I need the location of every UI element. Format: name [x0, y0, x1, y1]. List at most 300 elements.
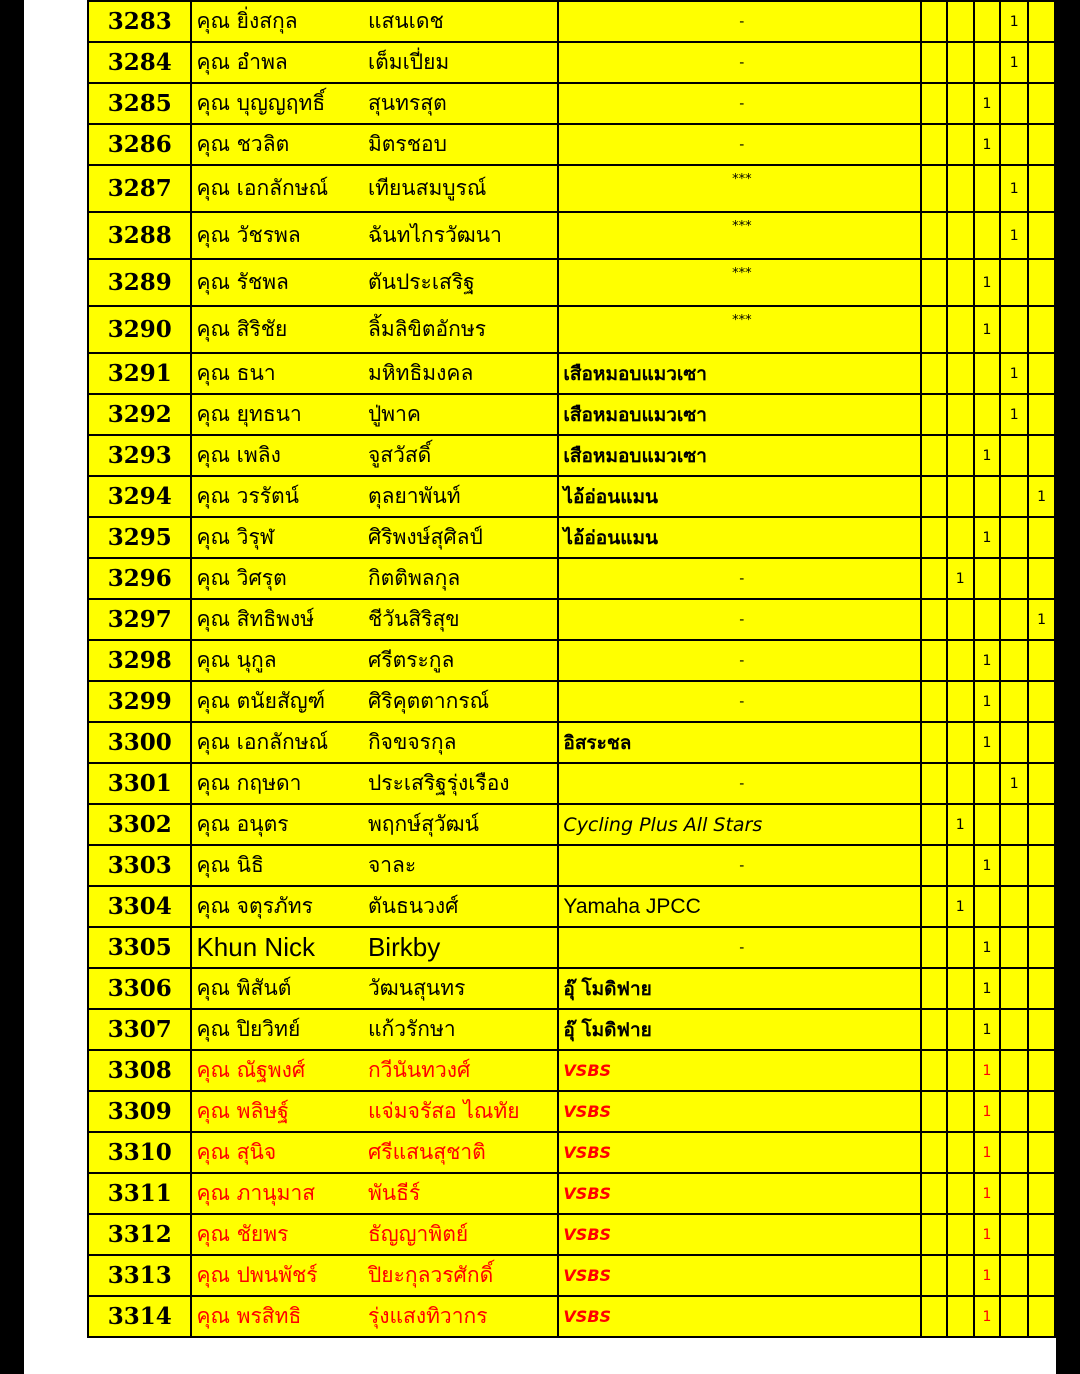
row-number: 3291	[88, 353, 191, 394]
category-mark-4	[1000, 517, 1028, 558]
first-name: คุณ เอกลักษณ์	[191, 165, 363, 212]
row-number: 3292	[88, 394, 191, 435]
last-name: แก้วรักษา	[364, 1009, 558, 1050]
category-mark-4	[1000, 804, 1028, 845]
category-mark-4	[1000, 1132, 1028, 1173]
team-name: ***	[558, 259, 921, 306]
category-mark-3: 1	[974, 1255, 1001, 1296]
category-mark-4	[1000, 968, 1028, 1009]
table-row	[88, 476, 1055, 517]
category-mark-2	[947, 212, 974, 259]
team-name: ไอ้อ่อนแมน	[558, 476, 921, 517]
category-mark-1	[921, 558, 947, 599]
category-mark-5	[1028, 1296, 1055, 1337]
category-mark-1	[921, 435, 947, 476]
team-name: เสือหมอบแมวเซา	[558, 435, 921, 476]
category-mark-2	[947, 1, 974, 42]
table-row	[88, 1173, 1055, 1214]
last-name: แสนเดช	[364, 1, 558, 42]
category-mark-1	[921, 763, 947, 804]
last-name: สุนทรสุต	[364, 83, 558, 124]
category-mark-1	[921, 306, 947, 353]
category-mark-5	[1028, 640, 1055, 681]
category-mark-1	[921, 886, 947, 927]
category-mark-2	[947, 165, 974, 212]
category-mark-4: 1	[1000, 212, 1028, 259]
category-mark-2	[947, 259, 974, 306]
table-row	[88, 1091, 1055, 1132]
team-name: Cycling Plus All Stars	[558, 804, 921, 845]
category-mark-3: 1	[974, 1050, 1001, 1091]
table-row	[88, 599, 1055, 640]
category-mark-5	[1028, 124, 1055, 165]
category-mark-4	[1000, 1050, 1028, 1091]
category-mark-5	[1028, 1214, 1055, 1255]
category-mark-3: 1	[974, 517, 1001, 558]
category-mark-4	[1000, 681, 1028, 722]
row-number: 3296	[88, 558, 191, 599]
table-row	[88, 640, 1055, 681]
table-row	[88, 1132, 1055, 1173]
category-mark-1	[921, 353, 947, 394]
last-name: ศิริคุตตากรณ์	[364, 681, 558, 722]
category-mark-2	[947, 968, 974, 1009]
team-name: VSBS	[558, 1091, 921, 1132]
table-row	[88, 306, 1055, 353]
row-number: 3287	[88, 165, 191, 212]
last-name: ศรีแสนสุชาติ	[364, 1132, 558, 1173]
team-name: ***	[558, 212, 921, 259]
category-mark-3: 1	[974, 1214, 1001, 1255]
table-row	[88, 722, 1055, 763]
last-name: ลิ้มลิขิตอักษร	[364, 306, 558, 353]
category-mark-2	[947, 1091, 974, 1132]
category-mark-3: 1	[974, 124, 1001, 165]
table-row	[88, 1050, 1055, 1091]
first-name: คุณ วัชรพล	[191, 212, 363, 259]
category-mark-5	[1028, 42, 1055, 83]
category-mark-3: 1	[974, 1173, 1001, 1214]
row-number: 3304	[88, 886, 191, 927]
category-mark-5: 1	[1028, 476, 1055, 517]
category-mark-3: 1	[974, 435, 1001, 476]
row-number: 3297	[88, 599, 191, 640]
team-name: เสือหมอบแมวเซา	[558, 394, 921, 435]
category-mark-5	[1028, 165, 1055, 212]
row-number: 3312	[88, 1214, 191, 1255]
category-mark-2	[947, 1296, 974, 1337]
last-name: ปิยะกุลวรศักดิ์	[364, 1255, 558, 1296]
category-mark-1	[921, 1173, 947, 1214]
first-name: คุณ กฤษดา	[191, 763, 363, 804]
category-mark-3: 1	[974, 259, 1001, 306]
first-name: คุณ พลิษฐ์	[191, 1091, 363, 1132]
category-mark-3	[974, 165, 1001, 212]
category-mark-3	[974, 476, 1001, 517]
table-row	[88, 1, 1055, 42]
category-mark-3: 1	[974, 306, 1001, 353]
category-mark-4	[1000, 845, 1028, 886]
category-mark-2	[947, 1009, 974, 1050]
category-mark-4	[1000, 599, 1028, 640]
category-mark-1	[921, 927, 947, 968]
category-mark-2	[947, 927, 974, 968]
team-name: -	[558, 599, 921, 640]
category-mark-4	[1000, 306, 1028, 353]
team-name: เสือหมอบแมวเซา	[558, 353, 921, 394]
category-mark-5	[1028, 306, 1055, 353]
first-name: คุณ เพลิง	[191, 435, 363, 476]
table-row	[88, 42, 1055, 83]
first-name: คุณ ปพนพัชร์	[191, 1255, 363, 1296]
category-mark-3	[974, 1, 1001, 42]
table-row	[88, 804, 1055, 845]
first-name: คุณ เอกลักษณ์	[191, 722, 363, 763]
row-number: 3303	[88, 845, 191, 886]
category-mark-1	[921, 1132, 947, 1173]
row-number: 3288	[88, 212, 191, 259]
category-mark-2	[947, 845, 974, 886]
first-name: คุณ วิรุฬ	[191, 517, 363, 558]
first-name: คุณ นุกูล	[191, 640, 363, 681]
last-name: พันธีร์	[364, 1173, 558, 1214]
row-number: 3307	[88, 1009, 191, 1050]
category-mark-1	[921, 681, 947, 722]
category-mark-5	[1028, 1091, 1055, 1132]
category-mark-5	[1028, 558, 1055, 599]
row-number: 3284	[88, 42, 191, 83]
category-mark-1	[921, 1091, 947, 1132]
category-mark-1	[921, 845, 947, 886]
last-name: มิตรชอบ	[364, 124, 558, 165]
table-row	[88, 212, 1055, 259]
last-name: จาละ	[364, 845, 558, 886]
last-name: ประเสริฐรุ่งเรือง	[364, 763, 558, 804]
table-row	[88, 927, 1055, 968]
category-mark-5	[1028, 804, 1055, 845]
category-mark-3	[974, 42, 1001, 83]
row-number: 3301	[88, 763, 191, 804]
last-name: กิตติพลกุล	[364, 558, 558, 599]
table-body	[88, 1, 1055, 1337]
category-mark-5	[1028, 886, 1055, 927]
category-mark-2	[947, 124, 974, 165]
category-mark-1	[921, 1296, 947, 1337]
last-name: กวีนันทวงศ์	[364, 1050, 558, 1091]
table-row	[88, 517, 1055, 558]
category-mark-3: 1	[974, 1091, 1001, 1132]
first-name: คุณ สิทธิพงษ์	[191, 599, 363, 640]
category-mark-2	[947, 517, 974, 558]
category-mark-3	[974, 599, 1001, 640]
last-name: เต็มเปี่ยม	[364, 42, 558, 83]
table-row	[88, 763, 1055, 804]
table-row	[88, 1214, 1055, 1255]
category-mark-1	[921, 42, 947, 83]
last-name: ตุลยาพันท์	[364, 476, 558, 517]
first-name: คุณ ธนา	[191, 353, 363, 394]
first-name: คุณ ชัยพร	[191, 1214, 363, 1255]
first-name: Khun Nick	[191, 927, 363, 968]
category-mark-3: 1	[974, 681, 1001, 722]
last-name: ปู่พาค	[364, 394, 558, 435]
category-mark-5	[1028, 1255, 1055, 1296]
category-mark-5	[1028, 394, 1055, 435]
table-row	[88, 845, 1055, 886]
row-number: 3286	[88, 124, 191, 165]
category-mark-2	[947, 83, 974, 124]
category-mark-2	[947, 353, 974, 394]
category-mark-1	[921, 165, 947, 212]
table-row	[88, 165, 1055, 212]
last-name: ตันประเสริฐ	[364, 259, 558, 306]
category-mark-2	[947, 763, 974, 804]
category-mark-3	[974, 353, 1001, 394]
category-mark-3: 1	[974, 845, 1001, 886]
row-number: 3314	[88, 1296, 191, 1337]
last-name: จูสวัสดิ์	[364, 435, 558, 476]
category-mark-3	[974, 394, 1001, 435]
table-row	[88, 83, 1055, 124]
team-name: อิสระชล	[558, 722, 921, 763]
category-mark-5	[1028, 517, 1055, 558]
team-name: VSBS	[558, 1132, 921, 1173]
table-row	[88, 1255, 1055, 1296]
last-name: มหิทธิมงคล	[364, 353, 558, 394]
category-mark-3: 1	[974, 1296, 1001, 1337]
category-mark-2	[947, 1214, 974, 1255]
first-name: คุณ ยิ่งสกุล	[191, 1, 363, 42]
row-number: 3285	[88, 83, 191, 124]
first-name: คุณ อนุตร	[191, 804, 363, 845]
table-row	[88, 558, 1055, 599]
category-mark-1	[921, 1050, 947, 1091]
table-row	[88, 259, 1055, 306]
category-mark-5	[1028, 722, 1055, 763]
row-number: 3302	[88, 804, 191, 845]
category-mark-2: 1	[947, 558, 974, 599]
category-mark-2	[947, 1132, 974, 1173]
category-mark-5	[1028, 763, 1055, 804]
table-row	[88, 353, 1055, 394]
table-row	[88, 435, 1055, 476]
first-name: คุณ จตุรภัทร	[191, 886, 363, 927]
document-sheet	[24, 0, 1056, 1374]
last-name: เทียนสมบูรณ์	[364, 165, 558, 212]
row-number: 3306	[88, 968, 191, 1009]
category-mark-1	[921, 517, 947, 558]
row-number: 3294	[88, 476, 191, 517]
team-name: VSBS	[558, 1296, 921, 1337]
category-mark-2	[947, 1173, 974, 1214]
category-mark-1	[921, 259, 947, 306]
first-name: คุณ พิสันต์	[191, 968, 363, 1009]
category-mark-4	[1000, 83, 1028, 124]
team-name: -	[558, 763, 921, 804]
category-mark-1	[921, 476, 947, 517]
first-name: คุณ วรรัตน์	[191, 476, 363, 517]
row-number: 3298	[88, 640, 191, 681]
category-mark-2	[947, 681, 974, 722]
last-name: แจ่มจรัสอ ไณทัย	[364, 1091, 558, 1132]
team-name: ***	[558, 165, 921, 212]
last-name: ชีวันสิริสุข	[364, 599, 558, 640]
team-name: -	[558, 42, 921, 83]
category-mark-3: 1	[974, 722, 1001, 763]
first-name: คุณ บุญญฤทธิ์	[191, 83, 363, 124]
last-name: Birkby	[364, 927, 558, 968]
category-mark-4	[1000, 640, 1028, 681]
last-name: วัฒนสุนทร	[364, 968, 558, 1009]
category-mark-5	[1028, 212, 1055, 259]
row-number: 3293	[88, 435, 191, 476]
last-name: กิจขจรกุล	[364, 722, 558, 763]
table-row	[88, 394, 1055, 435]
category-mark-1	[921, 394, 947, 435]
category-mark-1	[921, 968, 947, 1009]
category-mark-4: 1	[1000, 353, 1028, 394]
category-mark-2	[947, 306, 974, 353]
category-mark-3: 1	[974, 968, 1001, 1009]
category-mark-2	[947, 42, 974, 83]
row-number: 3300	[88, 722, 191, 763]
participant-table	[87, 0, 1056, 1338]
first-name: คุณ สิริชัย	[191, 306, 363, 353]
category-mark-3	[974, 804, 1001, 845]
category-mark-1	[921, 124, 947, 165]
category-mark-1	[921, 1, 947, 42]
first-name: คุณ วิศรุต	[191, 558, 363, 599]
category-mark-3: 1	[974, 83, 1001, 124]
last-name: ฉันทไกรวัฒนา	[364, 212, 558, 259]
team-name: VSBS	[558, 1255, 921, 1296]
category-mark-1	[921, 599, 947, 640]
row-number: 3283	[88, 1, 191, 42]
table-row	[88, 968, 1055, 1009]
category-mark-4	[1000, 886, 1028, 927]
category-mark-5	[1028, 681, 1055, 722]
category-mark-4	[1000, 1255, 1028, 1296]
table-row	[88, 1296, 1055, 1337]
row-number: 3310	[88, 1132, 191, 1173]
category-mark-3	[974, 886, 1001, 927]
team-name: -	[558, 640, 921, 681]
first-name: คุณ ปิยวิทย์	[191, 1009, 363, 1050]
category-mark-5	[1028, 845, 1055, 886]
category-mark-5: 1	[1028, 599, 1055, 640]
team-name: -	[558, 83, 921, 124]
category-mark-1	[921, 722, 947, 763]
category-mark-5	[1028, 927, 1055, 968]
category-mark-1	[921, 212, 947, 259]
category-mark-4	[1000, 1091, 1028, 1132]
table-row	[88, 681, 1055, 722]
category-mark-2	[947, 640, 974, 681]
category-mark-4	[1000, 259, 1028, 306]
category-mark-5	[1028, 435, 1055, 476]
row-number: 3311	[88, 1173, 191, 1214]
category-mark-1	[921, 1255, 947, 1296]
first-name: คุณ อำพล	[191, 42, 363, 83]
team-name: อุ๊ โมดิฟาย	[558, 1009, 921, 1050]
category-mark-5	[1028, 1009, 1055, 1050]
category-mark-2: 1	[947, 886, 974, 927]
category-mark-1	[921, 83, 947, 124]
last-name: ศรีตระกูล	[364, 640, 558, 681]
table-row	[88, 886, 1055, 927]
row-number: 3305	[88, 927, 191, 968]
category-mark-3	[974, 212, 1001, 259]
category-mark-2	[947, 1050, 974, 1091]
category-mark-5	[1028, 353, 1055, 394]
team-name: -	[558, 845, 921, 886]
row-number: 3290	[88, 306, 191, 353]
team-name: -	[558, 681, 921, 722]
row-number: 3308	[88, 1050, 191, 1091]
table-row	[88, 124, 1055, 165]
category-mark-3: 1	[974, 1009, 1001, 1050]
category-mark-4	[1000, 1173, 1028, 1214]
team-name: -	[558, 927, 921, 968]
first-name: คุณ ภานุมาส	[191, 1173, 363, 1214]
category-mark-4	[1000, 1009, 1028, 1050]
category-mark-1	[921, 1009, 947, 1050]
category-mark-4	[1000, 1214, 1028, 1255]
category-mark-2	[947, 435, 974, 476]
team-name: VSBS	[558, 1214, 921, 1255]
team-name: -	[558, 558, 921, 599]
category-mark-2	[947, 394, 974, 435]
category-mark-1	[921, 640, 947, 681]
category-mark-2	[947, 476, 974, 517]
category-mark-3	[974, 558, 1001, 599]
first-name: คุณ ตนัยสัญฑ์	[191, 681, 363, 722]
category-mark-2: 1	[947, 804, 974, 845]
last-name: พฤกษ์สุวัฒน์	[364, 804, 558, 845]
first-name: คุณ พรสิทธิ	[191, 1296, 363, 1337]
category-mark-2	[947, 599, 974, 640]
first-name: คุณ สุนิจ	[191, 1132, 363, 1173]
first-name: คุณ รัชพล	[191, 259, 363, 306]
last-name: ศิริพงษ์สุศิลป์	[364, 517, 558, 558]
category-mark-5	[1028, 1, 1055, 42]
category-mark-3	[974, 763, 1001, 804]
category-mark-4	[1000, 722, 1028, 763]
category-mark-4: 1	[1000, 763, 1028, 804]
category-mark-1	[921, 1214, 947, 1255]
first-name: คุณ ณัฐพงศ์	[191, 1050, 363, 1091]
category-mark-4	[1000, 435, 1028, 476]
row-number: 3309	[88, 1091, 191, 1132]
first-name: คุณ นิธิ	[191, 845, 363, 886]
category-mark-5	[1028, 968, 1055, 1009]
first-name: คุณ ยุทธนา	[191, 394, 363, 435]
category-mark-4	[1000, 558, 1028, 599]
team-name: VSBS	[558, 1050, 921, 1091]
team-name: ***	[558, 306, 921, 353]
row-number: 3289	[88, 259, 191, 306]
team-name: -	[558, 1, 921, 42]
category-mark-2	[947, 1255, 974, 1296]
category-mark-5	[1028, 1132, 1055, 1173]
category-mark-4: 1	[1000, 165, 1028, 212]
row-number: 3299	[88, 681, 191, 722]
category-mark-4: 1	[1000, 1, 1028, 42]
category-mark-2	[947, 722, 974, 763]
category-mark-4	[1000, 476, 1028, 517]
row-number: 3295	[88, 517, 191, 558]
category-mark-4: 1	[1000, 42, 1028, 83]
